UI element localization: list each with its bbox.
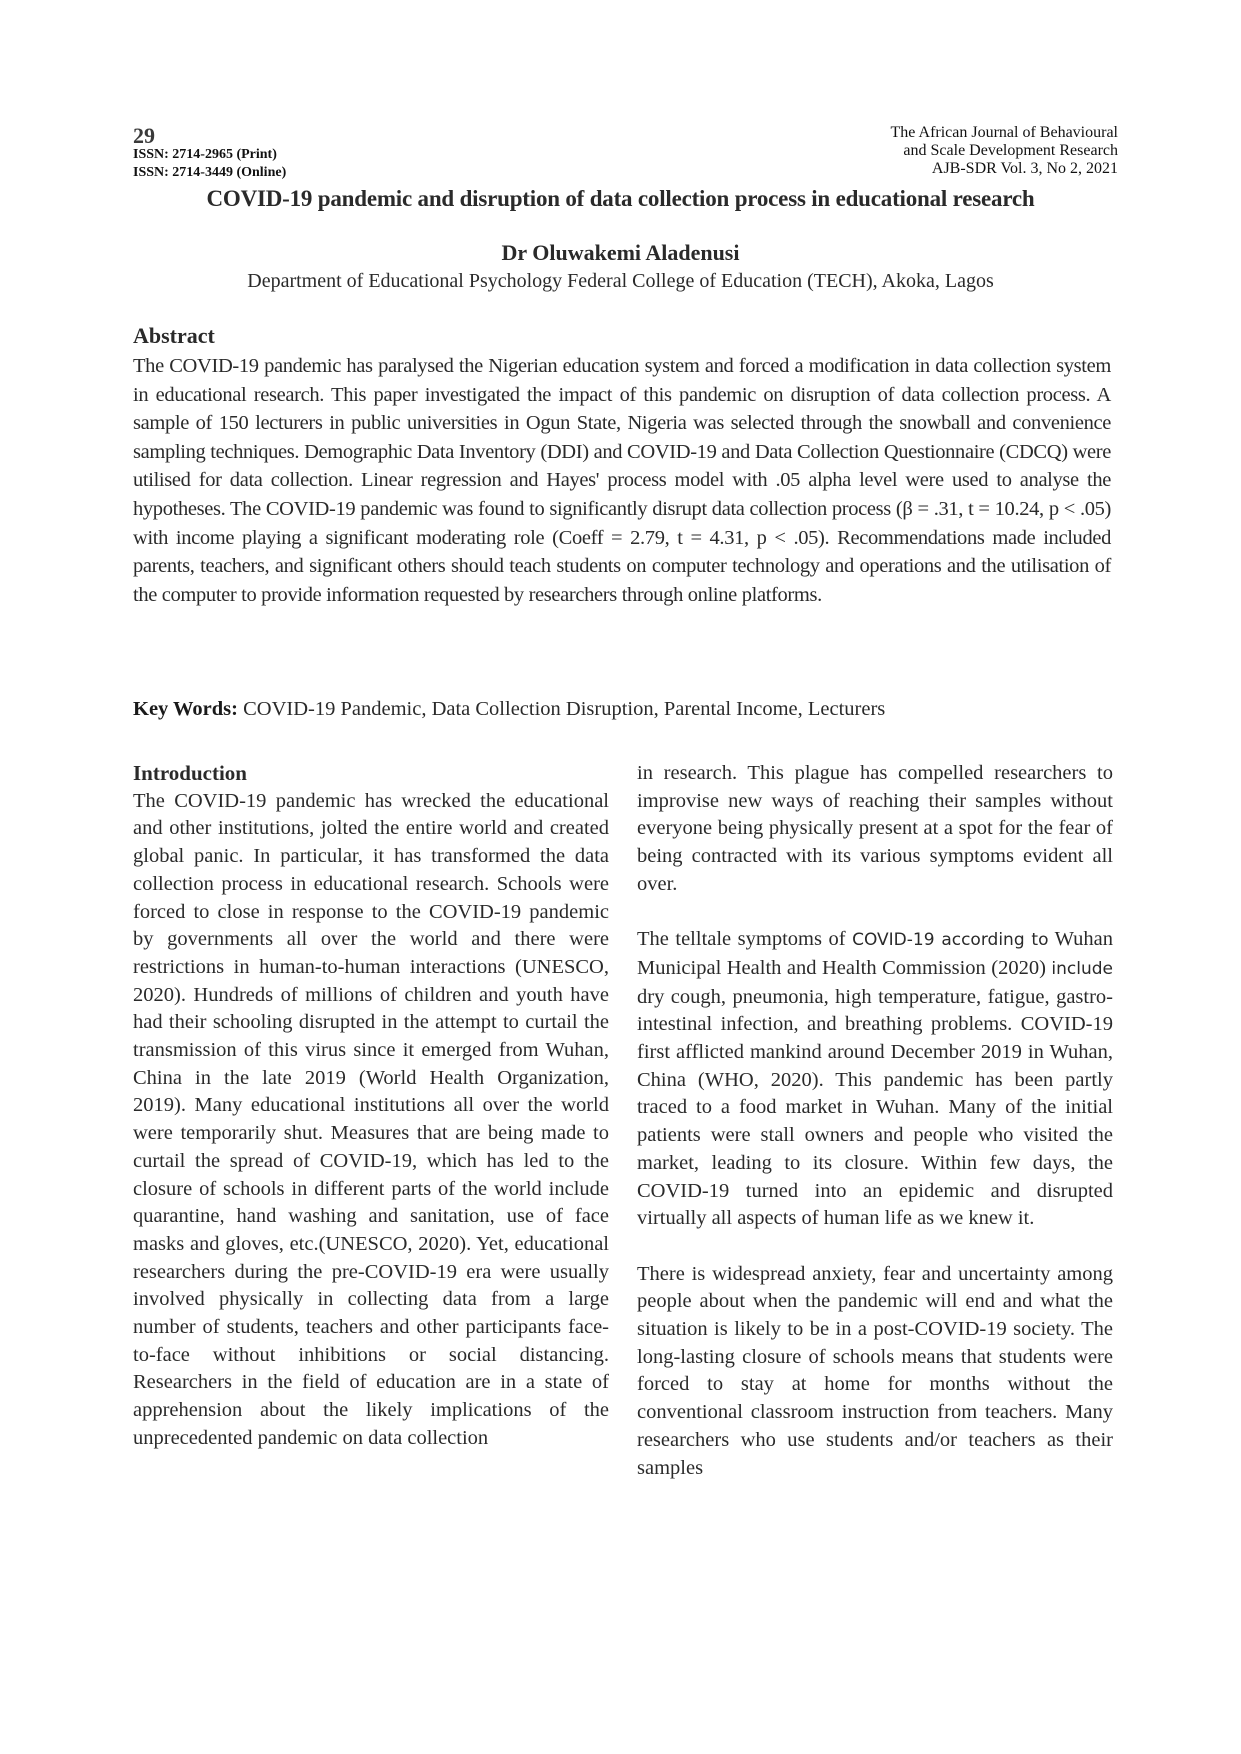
keywords-value: COVID-19 Pandemic, Data Collection Disruption, Parental Income, Lecturers	[237, 698, 886, 720]
article-title: COVID-19 pandemic and disruption of data collection process in educational research	[206, 186, 1035, 211]
symptoms-text-end: dry cough, pneumonia, high temperature, fatigue, gastro-intestinal infection, and breathing problems. COVID-19 first afflicted mankind around December 2019 in Wuhan, China (WHO, 2020). This pandemic has been partly traced to a food market in Wuhan. Many of the initial patients were stall owners and people who visited the market, leading to its closure. Within few days, the COVID-19 turned into an epidemic and disrupted virtually all aspects of human life as we knew it.	[637, 985, 1113, 1230]
journal-info	[891, 124, 1118, 178]
abstract-body: The COVID-19 pandemic has paralysed the Nigerian education system and forced a modification in data collection system in educational research. This paper investigated the impact of this pandemic on disruption of data collection process. A sample of 150 lecturers in public universities in Ogun State, Nigeria was selected through the snowball and convenience sampling techniques. Demographic Data Inventory (DDI) and COVID-19 and Data Collection Questionnaire (CDCQ) were utilised for data collection. Linear regression and Hayes' process model with .05 alpha level were used to analyse the hypotheses. The COVID-19 pandemic was found to significantly disrupt data collection process (β = .31, t = 10.24, p < .05) with income playing a significant moderating role (Coeff = 2.79, t = 4.31, p < .05). Recommendations made included parents, teachers, and significant others should teach students on computer technology and operations and the utilisation of the computer to provide information requested by researchers through online platforms.	[133, 355, 1111, 606]
issn-block	[133, 146, 286, 182]
author-affiliation: Department of Educational Psychology Federal College of Education (TECH), Akoka, Lagos	[247, 270, 994, 292]
symptoms-paragraph	[637, 926, 1113, 1233]
introduction-heading: Introduction	[133, 761, 247, 785]
right-column	[637, 760, 1113, 1482]
introduction-paragraph: The COVID-19 pandemic has wrecked the educational and other institutions, jolted the entire world and created global panic. In particular, it has transformed the data collection process in educational research. Schools were forced to close in response to the COVID-19 pandemic by governments all over the world and there were restrictions in human-to-human interactions (UNESCO, 2020). Hundreds of millions of children and youth have had their schooling disrupted in the attempt to curtail the transmission of this virus since it emerged from Wuhan, China in the late 2019 (World Health Organization, 2019). Many educational institutions all over the world were temporarily shut. Measures that are being made to curtail the spread of COVID-19, which has led to the closure of schools in different parts of the world include quarantine, hand washing and sanitation, use of face masks and gloves, etc.(UNESCO, 2020). Yet, educational researchers during the pre-COVID-19 era were usually involved physically in collecting data from a large number of students, teachers and other participants face-to-face without inhibitions or social distancing. Researchers in the field of education are in a state of apprehension about the likely implications of the unprecedented pandemic on data collection	[133, 789, 609, 1449]
keywords	[133, 698, 885, 721]
left-column	[133, 760, 609, 1453]
symptoms-text-mid: Wuhan Municipal Health and Health Commission (2020)	[637, 928, 1113, 979]
journal-volume: AJB-SDR Vol. 3, No 2, 2021	[931, 160, 1118, 177]
author-name: Dr Oluwakemi Aladenusi	[501, 240, 740, 265]
journal-name-line2: and Scale Development Research	[903, 142, 1118, 159]
issn-print: ISSN: 2714-2965 (Print)	[133, 147, 277, 162]
introduction-continuation-paragraph: in research. This plague has compelled researchers to improvise new ways of reaching their samples without everyone being physically present at a spot for the fear of being contracted with its various symptoms evident all over.	[637, 762, 1113, 895]
page-number: 29	[133, 123, 155, 148]
journal-name-line1: The African Journal of Behavioural	[890, 124, 1118, 141]
symptoms-text-sans: COVID-19 according to	[852, 930, 1049, 951]
symptoms-text-start: The telltale symptoms of	[637, 928, 853, 951]
abstract-heading: Abstract	[133, 323, 215, 348]
keywords-label: Key Words:	[133, 698, 238, 720]
symptoms-text-sans2: include	[1051, 958, 1113, 979]
anxiety-paragraph: There is widespread anxiety, fear and uncertainty among people about when the pandemic will end and what the situation is likely to be in a post-COVID-19 society. The long-lasting closure of schools means that students were forced to stay at home for months without the conventional classroom instruction from teachers. Many researchers who use students and/or teachers as their samples	[637, 1262, 1113, 1479]
issn-online: ISSN: 2714-3449 (Online)	[133, 165, 287, 180]
